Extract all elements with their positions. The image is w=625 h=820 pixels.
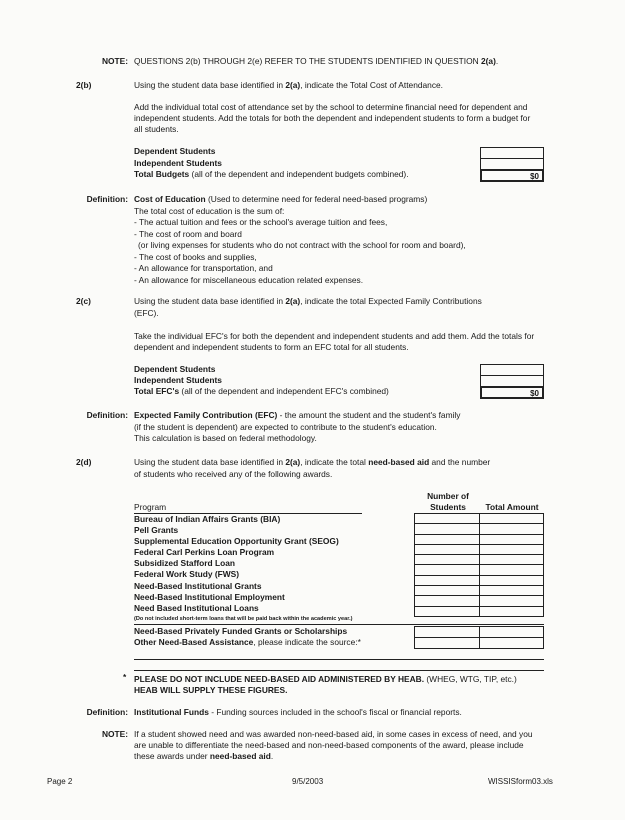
loans-note: (Do not included short-term loans that will be paid back within the academic year.) [134, 616, 353, 622]
table-row [415, 565, 544, 575]
col-number-of: Number of [427, 491, 469, 501]
def-coe-line: - An allowance for transportation, and [134, 263, 273, 273]
note-bottom-label: NOTE: [101, 729, 128, 739]
amount-cell[interactable] [480, 565, 544, 575]
heab-note-line1: PLEASE DO NOT INCLUDE NEED-BASED AID ADMINISTERED BY HEAB. (WHEG, WTG, TIP, etc.) [134, 674, 517, 684]
def-efc-label: Definition: [86, 410, 128, 420]
def-efc-title: Expected Family Contribution (EFC) - the amount the student and the student's family [134, 410, 461, 420]
students-cell[interactable] [415, 544, 480, 554]
table-row [415, 544, 544, 554]
amount-cell[interactable] [480, 575, 544, 585]
amount-cell[interactable] [480, 627, 544, 638]
def-funds-label: Definition: [86, 707, 128, 717]
amount-cell[interactable] [480, 586, 544, 596]
q2b-independent-label: Independent Students [134, 158, 222, 168]
students-cell[interactable] [415, 514, 480, 524]
table-row [415, 555, 544, 565]
students-cell[interactable] [415, 565, 480, 575]
def-coe-line: - The cost of books and supplies, [134, 251, 257, 262]
q2c-intro: Using the student data base identified in 2(a), indicate the total Expected Family Contributions [134, 296, 482, 306]
q2b-total-label: Total Budgets (all of the dependent and independent budgets combined). [134, 169, 409, 179]
footer-file: WISSISform03.xls [488, 777, 553, 786]
def-coe-line: - The actual tuition and fees or the school's average tuition and fees, [134, 217, 388, 227]
amount-cell[interactable] [480, 524, 544, 534]
students-cell[interactable] [415, 575, 480, 585]
students-cell[interactable] [415, 596, 480, 606]
table-row [415, 596, 544, 606]
table-row [415, 514, 544, 524]
program-row-label: Need Based Institutional Loans [134, 602, 259, 613]
amount-cell[interactable] [480, 544, 544, 554]
def-funds-text: Institutional Funds - Funding sources included in the school's fiscal or financial reports. [134, 707, 462, 717]
program-row-label: Supplemental Education Opportunity Grant (SEOG) [134, 535, 339, 546]
students-cell[interactable] [415, 606, 480, 616]
q2b-dependent-label: Dependent Students [134, 146, 216, 156]
q2b-label: 2(b) [76, 80, 92, 90]
col-total-amount: Total Amount [485, 502, 539, 512]
students-cell[interactable] [415, 534, 480, 544]
program-row-label: Federal Carl Perkins Loan Program [134, 546, 275, 557]
q2c-independent-label: Independent Students [134, 375, 222, 385]
note-bottom-text: If a student showed need and was awarded non-need-based aid, in some cases in excess of need, and you are unable to differentiate the need-based and non-need-based components of the award, please include these awards under need-based aid. [134, 729, 533, 762]
program-row-label: Bureau of Indian Affairs Grants (BIA) [134, 513, 281, 524]
note-top-text: QUESTIONS 2(b) THROUGH 2(e) REFER TO THE STUDENTS IDENTIFIED IN QUESTION 2(a). [134, 56, 499, 66]
table-row [415, 534, 544, 544]
students-cell[interactable] [415, 555, 480, 565]
asterisk: * [123, 672, 127, 682]
q2c-intro-line2: (EFC). [134, 307, 159, 318]
table-row [415, 606, 544, 616]
col-students: Students [430, 502, 466, 512]
q2d-intro-line2: of students who received any of the following awards. [134, 468, 333, 479]
aid-grid-lower [414, 626, 544, 649]
students-cell[interactable] [415, 586, 480, 596]
aid-grid [414, 513, 544, 617]
def-coe-line: The total cost of education is the sum of: [134, 205, 285, 216]
amount-cell[interactable] [480, 638, 544, 649]
def-efc-line: (if the student is dependent) are expected to contribute to the student's education. [134, 421, 437, 432]
amount-cell[interactable] [480, 534, 544, 544]
def-coe-line: - The cost of room and board [134, 228, 242, 239]
def-coe-line: - An allowance for miscellaneous education related expenses. [134, 274, 364, 285]
students-cell[interactable] [415, 524, 480, 534]
col-program: Program [134, 502, 167, 512]
program-row-label: Subsidized Stafford Loan [134, 557, 235, 568]
note-top-label: NOTE: [101, 56, 128, 66]
def-efc-line: This calculation is based on federal methodology. [134, 433, 317, 443]
footer-page: Page 2 [47, 777, 73, 786]
footer-date: 9/5/2003 [292, 777, 324, 786]
program-row-label: Pell Grants [134, 524, 179, 535]
program-row-label-private: Need-Based Privately Funded Grants or Scholarships [134, 626, 348, 636]
program-row-label: Need-Based Institutional Employment [134, 591, 285, 602]
q2c-label: 2(c) [76, 296, 91, 306]
table-row [415, 627, 544, 638]
table-row [415, 638, 544, 649]
table-row [415, 575, 544, 585]
heab-note-line2: HEAB WILL SUPPLY THESE FIGURES. [134, 685, 288, 695]
students-cell[interactable] [415, 627, 480, 638]
q2b-paragraph: Add the individual total cost of attendance set by the school to determine financial need for dependent and independent students. Add the totals for both the dependent and independent students to form a budget for all students. [134, 102, 531, 135]
q2b-intro: Using the student data base identified in 2(a), indicate the Total Cost of Attendance. [134, 80, 444, 90]
source-line [134, 670, 544, 671]
table-row [415, 586, 544, 596]
program-row-label: Federal Work Study (FWS) [134, 568, 240, 579]
amount-cell[interactable] [480, 606, 544, 616]
q2d-intro: Using the student data base identified in 2(a), indicate the total need-based aid and the number [134, 457, 491, 467]
table-row [415, 524, 544, 534]
q2b-total-cell: $0 [480, 169, 544, 182]
loans-rule [134, 624, 544, 625]
program-row-label: Need-Based Institutional Grants [134, 580, 262, 591]
q2d-label: 2(d) [76, 457, 92, 467]
program-row-label-other: Other Need-Based Assistance, please indicate the source:* [134, 637, 361, 647]
def-coe-line: (or living expenses for students who do not contract with the school for room and board), [138, 240, 466, 250]
q2c-paragraph: Take the individual EFC's for both the dependent and independent students and add them. Add the totals for dependent and independent students to form an EFC total for all students. [134, 331, 535, 353]
def-coe-title: Cost of Education (Used to determine need for federal need-based programs) [134, 194, 428, 204]
q2c-total-cell: $0 [480, 386, 544, 399]
amount-cell[interactable] [480, 514, 544, 524]
students-cell[interactable] [415, 638, 480, 649]
amount-cell[interactable] [480, 555, 544, 565]
amount-cell[interactable] [480, 596, 544, 606]
q2c-total-label: Total EFC's (all of the dependent and independent EFC's combined) [134, 386, 389, 396]
source-line [134, 659, 544, 660]
q2c-dependent-label: Dependent Students [134, 364, 216, 374]
def-coe-label: Definition: [86, 194, 128, 204]
